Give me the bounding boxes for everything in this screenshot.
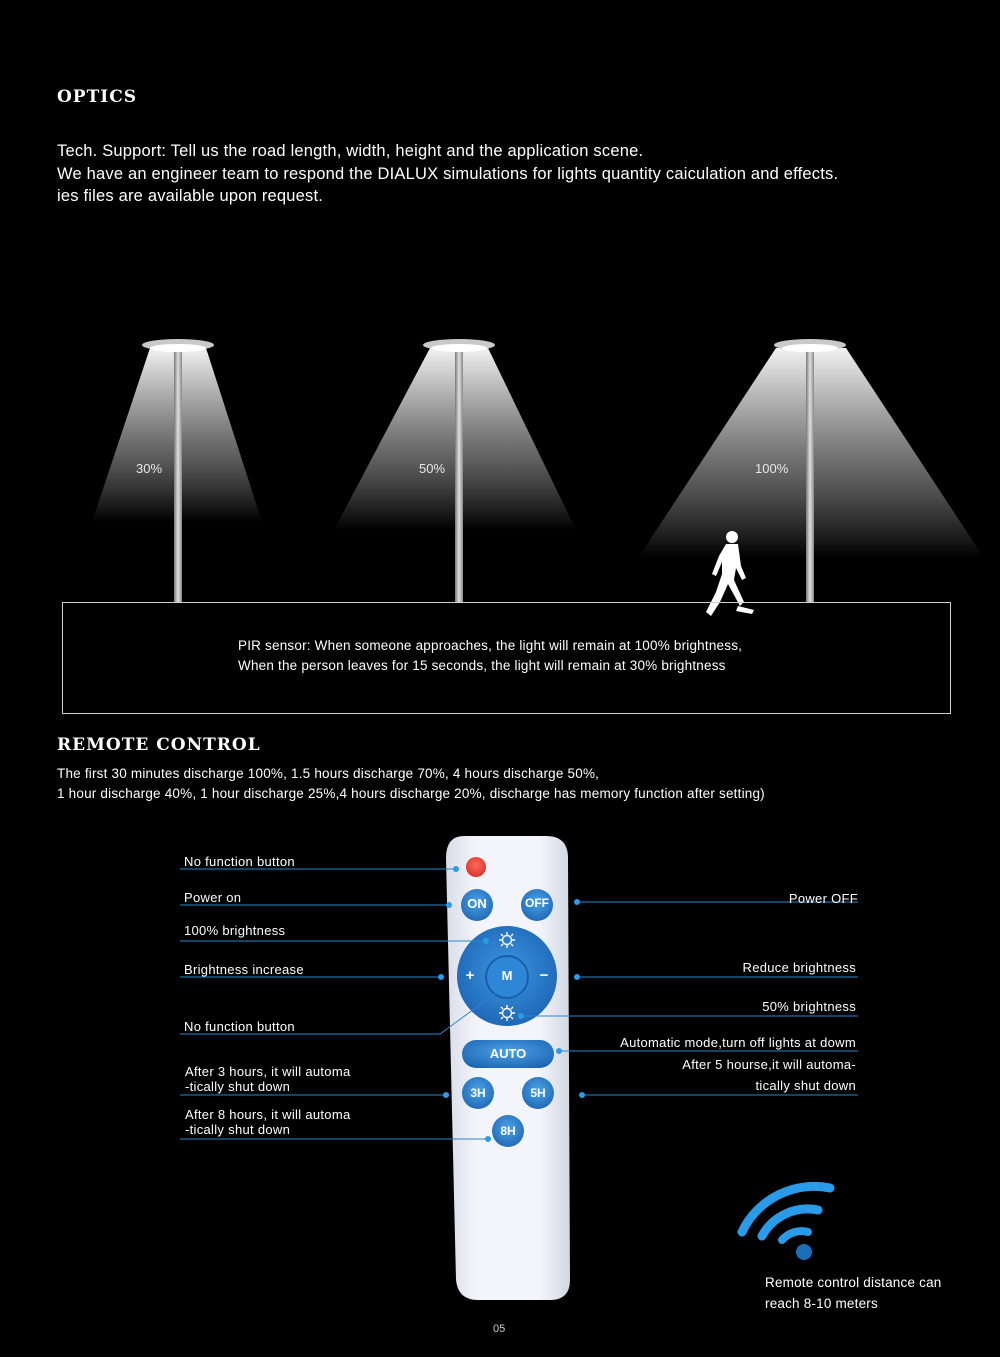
- label-no-function-2: No function button: [184, 1019, 295, 1034]
- label-no-function-1: No function button: [184, 854, 295, 869]
- wifi-dot: [796, 1244, 812, 1260]
- lamp-100: [638, 339, 984, 602]
- 3h-button-label: 3H: [470, 1086, 486, 1100]
- distance-line: reach 8-10 meters: [765, 1296, 878, 1311]
- label-power-on: Power on: [184, 890, 242, 905]
- remote-control-description: [57, 764, 765, 804]
- lamp-50: [334, 339, 576, 602]
- label-5h-line-1: After 5 hourse,it will automa-: [682, 1057, 856, 1072]
- optics-intro: [57, 140, 838, 208]
- intro-line: ies files are available upon request.: [57, 187, 324, 205]
- label-50-brightness: 50% brightness: [762, 999, 856, 1014]
- remote-control-title: REMOTE CONTROL: [57, 735, 261, 755]
- on-button-label: ON: [467, 896, 487, 911]
- auto-button-label: AUTO: [489, 1046, 527, 1061]
- label-power-off: Power OFF: [788, 891, 858, 906]
- label-3h-line-2: -tically shut down: [185, 1079, 291, 1094]
- pir-line: PIR sensor: When someone approaches, the light will remain at 100% brightness,: [238, 638, 743, 653]
- lamp-30: [92, 339, 262, 602]
- off-button-label: OFF: [525, 896, 549, 910]
- label-100-brightness: 100% brightness: [184, 923, 286, 938]
- optics-title: OPTICS: [57, 87, 138, 107]
- lamp-label-100: 100%: [755, 461, 789, 476]
- remote-distance-text: [765, 1272, 942, 1314]
- no-function-red-button[interactable]: [466, 857, 486, 877]
- pir-line: When the person leaves for 15 seconds, the light will remain at 30% brightness: [238, 658, 726, 673]
- label-3h-line-1: After 3 hours, it will automa: [185, 1064, 351, 1079]
- distance-line: Remote control distance can: [765, 1275, 942, 1290]
- wifi-signal-icon: [742, 1186, 830, 1240]
- 8h-button-label: 8H: [500, 1124, 516, 1138]
- label-5h-line-2: tically shut down: [755, 1078, 856, 1093]
- lamp-label-30: 30%: [136, 461, 163, 476]
- desc-line: The first 30 minutes discharge 100%, 1.5 hours discharge 70%, 4 hours discharge 50%,: [57, 766, 600, 781]
- mode-button-label: M: [501, 968, 513, 983]
- minus-button[interactable]: −: [539, 967, 549, 984]
- plus-button[interactable]: +: [465, 967, 475, 984]
- label-reduce-brightness: Reduce brightness: [742, 960, 856, 975]
- page-number: 05: [493, 1323, 506, 1335]
- label-auto-mode: Automatic mode,turn off lights at dowm: [620, 1035, 856, 1050]
- desc-line: 1 hour discharge 40%, 1 hour discharge 25%,4 hours discharge 20%, discharge has memory function after setting): [57, 786, 765, 801]
- lamp-label-50: 50%: [419, 461, 446, 476]
- 5h-button-label: 5H: [530, 1086, 546, 1100]
- label-brightness-increase: Brightness increase: [184, 962, 304, 977]
- label-8h-line-2: -tically shut down: [185, 1122, 291, 1137]
- intro-line: We have an engineer team to respond the DIALUX simulations for lights quantity caiculation and effects.: [57, 164, 839, 183]
- pir-sensor-text: [238, 636, 742, 676]
- intro-line: Tech. Support: Tell us the road length, width, height and the application scene.: [57, 142, 644, 160]
- label-8h-line-1: After 8 hours, it will automa: [185, 1107, 351, 1122]
